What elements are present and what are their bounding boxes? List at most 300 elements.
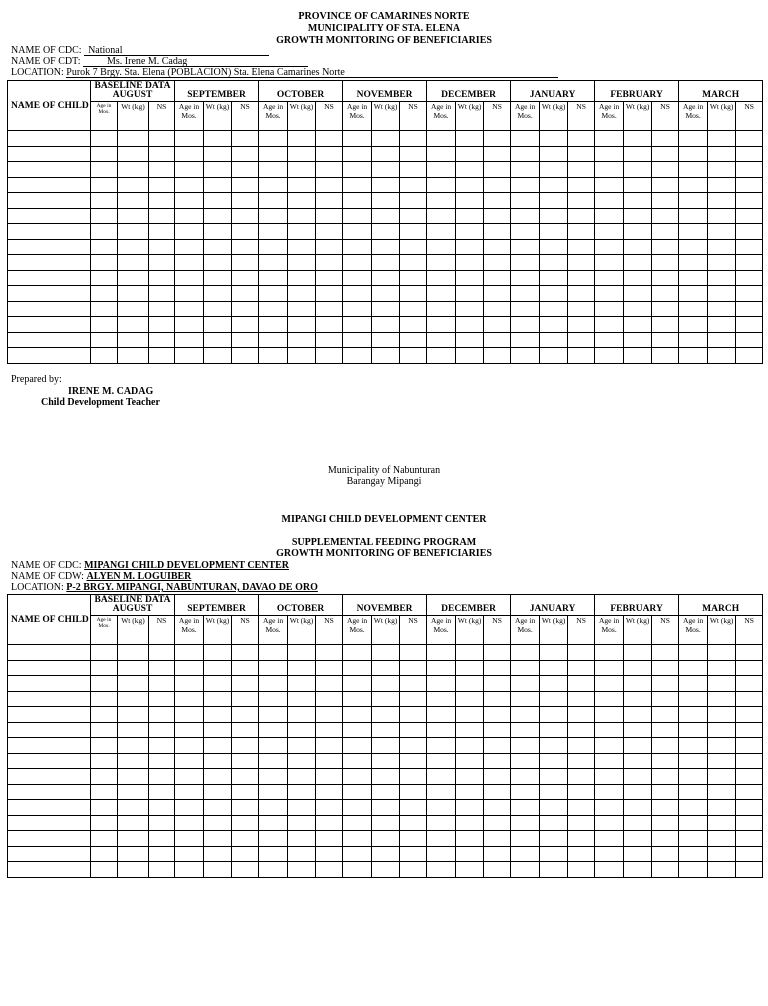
table-cell[interactable] (118, 753, 149, 769)
table-cell[interactable] (540, 348, 568, 364)
table-cell[interactable] (708, 239, 736, 255)
table-cell[interactable] (427, 255, 456, 271)
table-cell[interactable] (259, 800, 288, 816)
table-cell[interactable] (259, 862, 288, 878)
table-cell[interactable] (91, 800, 118, 816)
table-cell[interactable] (400, 707, 427, 723)
table-cell[interactable] (624, 146, 652, 162)
table-cell[interactable] (456, 738, 484, 754)
table-cell[interactable] (540, 193, 568, 209)
table-cell[interactable] (175, 660, 204, 676)
table-cell[interactable] (91, 753, 118, 769)
table-cell[interactable] (540, 162, 568, 178)
table-cell[interactable] (736, 317, 763, 333)
table-cell[interactable] (259, 722, 288, 738)
table-cell[interactable] (149, 162, 175, 178)
table-cell[interactable] (118, 332, 149, 348)
table-cell[interactable] (149, 239, 175, 255)
table-cell[interactable] (484, 831, 511, 847)
table-cell[interactable] (568, 348, 595, 364)
table-cell[interactable] (288, 239, 316, 255)
table-cell[interactable] (540, 769, 568, 785)
table-cell[interactable] (91, 676, 118, 692)
table-cell[interactable] (595, 239, 624, 255)
table-cell[interactable] (175, 131, 204, 147)
table-cell[interactable] (175, 286, 204, 302)
table-cell[interactable] (624, 831, 652, 847)
table-cell[interactable] (484, 815, 511, 831)
table-cell[interactable] (427, 753, 456, 769)
table-cell[interactable] (400, 784, 427, 800)
table-cell[interactable] (8, 348, 91, 364)
table-cell[interactable] (511, 707, 540, 723)
table-cell[interactable] (259, 691, 288, 707)
table-cell[interactable] (511, 193, 540, 209)
table-cell[interactable] (568, 784, 595, 800)
table-cell[interactable] (540, 224, 568, 240)
table-cell[interactable] (484, 676, 511, 692)
table-cell[interactable] (259, 676, 288, 692)
table-cell[interactable] (232, 676, 259, 692)
table-cell[interactable] (484, 255, 511, 271)
table-cell[interactable] (427, 301, 456, 317)
table-cell[interactable] (149, 769, 175, 785)
table-cell[interactable] (679, 707, 708, 723)
table-cell[interactable] (736, 815, 763, 831)
table-cell[interactable] (149, 815, 175, 831)
table-cell[interactable] (595, 255, 624, 271)
table-cell[interactable] (624, 301, 652, 317)
table-cell[interactable] (400, 208, 427, 224)
table-cell[interactable] (288, 317, 316, 333)
table-cell[interactable] (118, 862, 149, 878)
table-cell[interactable] (91, 301, 118, 317)
table-cell[interactable] (456, 131, 484, 147)
table-cell[interactable] (288, 348, 316, 364)
table-cell[interactable] (400, 332, 427, 348)
table-cell[interactable] (595, 286, 624, 302)
table-cell[interactable] (400, 177, 427, 193)
table-cell[interactable] (288, 131, 316, 147)
table-cell[interactable] (232, 146, 259, 162)
table-cell[interactable] (259, 208, 288, 224)
table-cell[interactable] (679, 846, 708, 862)
table-cell[interactable] (259, 645, 288, 661)
table-cell[interactable] (484, 317, 511, 333)
table-cell[interactable] (343, 769, 372, 785)
table-cell[interactable] (511, 162, 540, 178)
table-cell[interactable] (400, 753, 427, 769)
table-cell[interactable] (511, 301, 540, 317)
table-cell[interactable] (343, 800, 372, 816)
table-cell[interactable] (232, 162, 259, 178)
table-cell[interactable] (484, 224, 511, 240)
table-cell[interactable] (708, 270, 736, 286)
table-cell[interactable] (624, 753, 652, 769)
table-cell[interactable] (149, 332, 175, 348)
table-cell[interactable] (343, 660, 372, 676)
table-cell[interactable] (175, 676, 204, 692)
table-cell[interactable] (259, 753, 288, 769)
table-cell[interactable] (175, 317, 204, 333)
table-cell[interactable] (316, 862, 343, 878)
table-cell[interactable] (595, 208, 624, 224)
table-cell[interactable] (372, 239, 400, 255)
table-cell[interactable] (232, 707, 259, 723)
table-cell[interactable] (204, 177, 232, 193)
table-cell[interactable] (288, 800, 316, 816)
table-cell[interactable] (343, 846, 372, 862)
table-cell[interactable] (118, 645, 149, 661)
table-cell[interactable] (652, 348, 679, 364)
table-cell[interactable] (232, 831, 259, 847)
table-cell[interactable] (484, 846, 511, 862)
table-cell[interactable] (118, 239, 149, 255)
table-cell[interactable] (372, 332, 400, 348)
table-cell[interactable] (624, 348, 652, 364)
table-cell[interactable] (343, 255, 372, 271)
table-cell[interactable] (149, 224, 175, 240)
table-cell[interactable] (652, 239, 679, 255)
table-cell[interactable] (624, 193, 652, 209)
table-cell[interactable] (624, 800, 652, 816)
table-cell[interactable] (624, 131, 652, 147)
table-cell[interactable] (427, 162, 456, 178)
table-cell[interactable] (204, 831, 232, 847)
table-cell[interactable] (484, 146, 511, 162)
table-cell[interactable] (708, 645, 736, 661)
table-cell[interactable] (427, 815, 456, 831)
table-cell[interactable] (456, 831, 484, 847)
table-cell[interactable] (652, 317, 679, 333)
table-cell[interactable] (232, 348, 259, 364)
table-cell[interactable] (91, 691, 118, 707)
table-cell[interactable] (343, 645, 372, 661)
table-cell[interactable] (175, 769, 204, 785)
table-cell[interactable] (652, 676, 679, 692)
table-cell[interactable] (232, 645, 259, 661)
table-cell[interactable] (679, 224, 708, 240)
table-cell[interactable] (372, 800, 400, 816)
table-cell[interactable] (372, 707, 400, 723)
table-cell[interactable] (708, 301, 736, 317)
table-cell[interactable] (679, 131, 708, 147)
table-cell[interactable] (456, 239, 484, 255)
table-cell[interactable] (372, 317, 400, 333)
table-cell[interactable] (540, 660, 568, 676)
table-cell[interactable] (456, 722, 484, 738)
table-cell[interactable] (540, 831, 568, 847)
table-cell[interactable] (204, 660, 232, 676)
table-cell[interactable] (8, 208, 91, 224)
table-cell[interactable] (316, 177, 343, 193)
table-cell[interactable] (118, 831, 149, 847)
table-cell[interactable] (736, 193, 763, 209)
table-cell[interactable] (204, 784, 232, 800)
table-cell[interactable] (736, 753, 763, 769)
table-cell[interactable] (118, 769, 149, 785)
table-cell[interactable] (8, 722, 91, 738)
table-cell[interactable] (343, 239, 372, 255)
table-cell[interactable] (372, 255, 400, 271)
table-cell[interactable] (149, 645, 175, 661)
table-cell[interactable] (595, 831, 624, 847)
table-cell[interactable] (91, 738, 118, 754)
table-cell[interactable] (175, 862, 204, 878)
table-cell[interactable] (427, 691, 456, 707)
table-cell[interactable] (343, 301, 372, 317)
table-cell[interactable] (595, 769, 624, 785)
table-cell[interactable] (316, 317, 343, 333)
table-cell[interactable] (372, 208, 400, 224)
table-cell[interactable] (8, 753, 91, 769)
table-cell[interactable] (8, 784, 91, 800)
table-cell[interactable] (736, 738, 763, 754)
table-cell[interactable] (540, 707, 568, 723)
table-cell[interactable] (624, 224, 652, 240)
table-cell[interactable] (568, 722, 595, 738)
table-cell[interactable] (456, 177, 484, 193)
table-cell[interactable] (708, 208, 736, 224)
table-cell[interactable] (175, 301, 204, 317)
table-cell[interactable] (400, 224, 427, 240)
table-cell[interactable] (484, 753, 511, 769)
table-cell[interactable] (372, 676, 400, 692)
table-cell[interactable] (568, 286, 595, 302)
table-cell[interactable] (624, 815, 652, 831)
table-cell[interactable] (708, 286, 736, 302)
table-cell[interactable] (316, 784, 343, 800)
table-cell[interactable] (540, 131, 568, 147)
table-cell[interactable] (149, 660, 175, 676)
table-cell[interactable] (149, 676, 175, 692)
table-cell[interactable] (456, 645, 484, 661)
table-cell[interactable] (540, 738, 568, 754)
table-cell[interactable] (624, 707, 652, 723)
table-cell[interactable] (316, 255, 343, 271)
table-cell[interactable] (652, 193, 679, 209)
table-cell[interactable] (288, 255, 316, 271)
table-cell[interactable] (427, 862, 456, 878)
table-cell[interactable] (427, 707, 456, 723)
table-cell[interactable] (232, 738, 259, 754)
table-cell[interactable] (511, 239, 540, 255)
table-cell[interactable] (91, 177, 118, 193)
table-cell[interactable] (540, 208, 568, 224)
table-cell[interactable] (204, 691, 232, 707)
table-cell[interactable] (118, 193, 149, 209)
table-cell[interactable] (736, 831, 763, 847)
table-cell[interactable] (400, 162, 427, 178)
table-cell[interactable] (568, 815, 595, 831)
table-cell[interactable] (91, 784, 118, 800)
table-cell[interactable] (595, 691, 624, 707)
table-cell[interactable] (204, 255, 232, 271)
table-cell[interactable] (568, 239, 595, 255)
table-cell[interactable] (288, 722, 316, 738)
table-cell[interactable] (8, 255, 91, 271)
table-cell[interactable] (204, 224, 232, 240)
table-cell[interactable] (595, 862, 624, 878)
table-cell[interactable] (595, 784, 624, 800)
table-cell[interactable] (149, 317, 175, 333)
table-cell[interactable] (652, 722, 679, 738)
table-cell[interactable] (736, 722, 763, 738)
table-cell[interactable] (316, 846, 343, 862)
table-cell[interactable] (316, 676, 343, 692)
table-cell[interactable] (568, 332, 595, 348)
table-cell[interactable] (595, 815, 624, 831)
table-cell[interactable] (8, 162, 91, 178)
table-cell[interactable] (316, 722, 343, 738)
table-cell[interactable] (456, 286, 484, 302)
table-cell[interactable] (484, 177, 511, 193)
table-cell[interactable] (288, 645, 316, 661)
table-cell[interactable] (511, 146, 540, 162)
table-cell[interactable] (400, 286, 427, 302)
table-cell[interactable] (118, 846, 149, 862)
table-cell[interactable] (204, 286, 232, 302)
table-cell[interactable] (568, 676, 595, 692)
table-cell[interactable] (400, 831, 427, 847)
table-cell[interactable] (679, 270, 708, 286)
table-cell[interactable] (624, 177, 652, 193)
table-cell[interactable] (175, 707, 204, 723)
table-cell[interactable] (288, 846, 316, 862)
table-cell[interactable] (679, 800, 708, 816)
table-cell[interactable] (149, 193, 175, 209)
table-cell[interactable] (149, 348, 175, 364)
table-cell[interactable] (736, 862, 763, 878)
table-cell[interactable] (679, 831, 708, 847)
table-cell[interactable] (400, 255, 427, 271)
table-cell[interactable] (372, 286, 400, 302)
table-cell[interactable] (175, 208, 204, 224)
table-cell[interactable] (175, 784, 204, 800)
table-cell[interactable] (624, 738, 652, 754)
table-cell[interactable] (736, 208, 763, 224)
table-cell[interactable] (316, 831, 343, 847)
table-cell[interactable] (456, 846, 484, 862)
table-cell[interactable] (679, 645, 708, 661)
table-cell[interactable] (511, 691, 540, 707)
table-cell[interactable] (204, 753, 232, 769)
table-cell[interactable] (736, 707, 763, 723)
table-cell[interactable] (568, 146, 595, 162)
table-cell[interactable] (118, 676, 149, 692)
table-cell[interactable] (736, 301, 763, 317)
table-cell[interactable] (595, 301, 624, 317)
table-cell[interactable] (511, 784, 540, 800)
table-cell[interactable] (175, 348, 204, 364)
table-cell[interactable] (118, 177, 149, 193)
table-cell[interactable] (316, 769, 343, 785)
table-cell[interactable] (456, 707, 484, 723)
table-cell[interactable] (316, 270, 343, 286)
table-cell[interactable] (511, 676, 540, 692)
table-cell[interactable] (175, 722, 204, 738)
table-cell[interactable] (204, 738, 232, 754)
table-cell[interactable] (736, 769, 763, 785)
table-cell[interactable] (204, 676, 232, 692)
table-cell[interactable] (595, 224, 624, 240)
table-cell[interactable] (400, 846, 427, 862)
table-cell[interactable] (91, 645, 118, 661)
table-cell[interactable] (595, 317, 624, 333)
table-cell[interactable] (652, 332, 679, 348)
table-cell[interactable] (8, 691, 91, 707)
table-cell[interactable] (540, 846, 568, 862)
table-cell[interactable] (118, 815, 149, 831)
table-cell[interactable] (343, 753, 372, 769)
table-cell[interactable] (91, 862, 118, 878)
table-cell[interactable] (259, 831, 288, 847)
table-cell[interactable] (259, 224, 288, 240)
table-cell[interactable] (736, 645, 763, 661)
table-cell[interactable] (8, 317, 91, 333)
table-cell[interactable] (232, 691, 259, 707)
table-cell[interactable] (427, 131, 456, 147)
table-cell[interactable] (595, 348, 624, 364)
table-cell[interactable] (316, 301, 343, 317)
table-cell[interactable] (568, 162, 595, 178)
table-cell[interactable] (91, 224, 118, 240)
table-cell[interactable] (624, 239, 652, 255)
table-cell[interactable] (427, 270, 456, 286)
table-cell[interactable] (343, 691, 372, 707)
table-cell[interactable] (484, 239, 511, 255)
table-cell[interactable] (568, 691, 595, 707)
table-cell[interactable] (708, 317, 736, 333)
table-cell[interactable] (679, 332, 708, 348)
table-cell[interactable] (652, 769, 679, 785)
table-cell[interactable] (204, 270, 232, 286)
table-cell[interactable] (316, 660, 343, 676)
table-cell[interactable] (372, 146, 400, 162)
table-cell[interactable] (316, 707, 343, 723)
table-cell[interactable] (343, 317, 372, 333)
table-cell[interactable] (91, 660, 118, 676)
table-cell[interactable] (568, 831, 595, 847)
table-cell[interactable] (8, 707, 91, 723)
table-cell[interactable] (400, 800, 427, 816)
table-cell[interactable] (652, 815, 679, 831)
table-cell[interactable] (511, 645, 540, 661)
table-cell[interactable] (595, 676, 624, 692)
table-cell[interactable] (232, 193, 259, 209)
table-cell[interactable] (736, 332, 763, 348)
table-cell[interactable] (91, 239, 118, 255)
table-cell[interactable] (288, 177, 316, 193)
table-cell[interactable] (400, 146, 427, 162)
table-cell[interactable] (511, 131, 540, 147)
table-cell[interactable] (540, 815, 568, 831)
table-cell[interactable] (540, 270, 568, 286)
table-cell[interactable] (343, 224, 372, 240)
table-cell[interactable] (316, 815, 343, 831)
table-cell[interactable] (652, 301, 679, 317)
table-cell[interactable] (484, 660, 511, 676)
table-cell[interactable] (149, 862, 175, 878)
table-cell[interactable] (316, 193, 343, 209)
table-cell[interactable] (232, 753, 259, 769)
table-cell[interactable] (149, 738, 175, 754)
table-cell[interactable] (708, 846, 736, 862)
table-cell[interactable] (175, 645, 204, 661)
table-cell[interactable] (316, 239, 343, 255)
table-cell[interactable] (679, 660, 708, 676)
table-cell[interactable] (204, 193, 232, 209)
